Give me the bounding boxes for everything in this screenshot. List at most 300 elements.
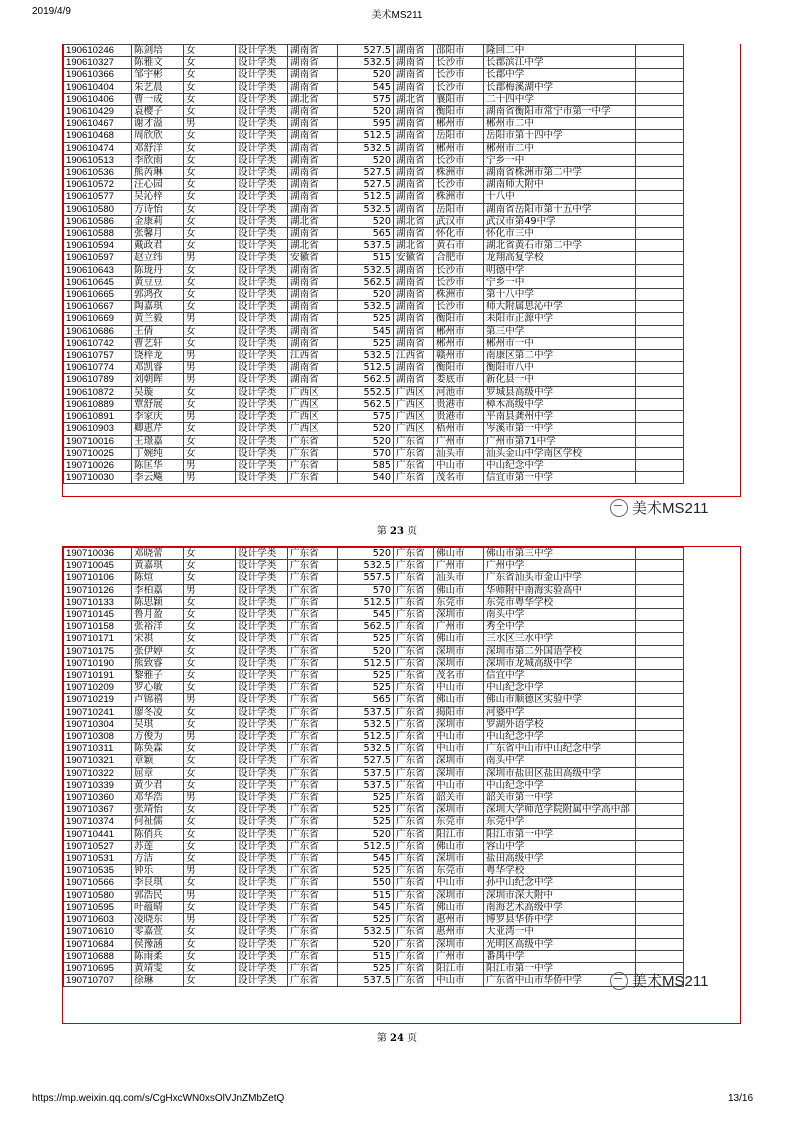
origin-cell: 广东省: [288, 706, 338, 718]
name-cell: 赵立纬: [132, 252, 184, 264]
major-cell: 设计学类: [236, 411, 288, 423]
id-cell: 190710191: [64, 670, 132, 682]
id-cell: 190710360: [64, 792, 132, 804]
score-cell: 512.5: [338, 840, 394, 852]
major-cell: 设计学类: [236, 962, 288, 974]
score-cell: 520: [338, 106, 394, 118]
city-cell: 佛山市: [434, 633, 484, 645]
school-cell: 广东省中山市华侨中学: [484, 975, 636, 987]
page-number: 第 24 页: [376, 1033, 418, 1044]
id-cell: 190710707: [64, 975, 132, 987]
origin-cell: 广东省: [288, 816, 338, 828]
major-cell: 设计学类: [236, 621, 288, 633]
province-cell: 广东省: [394, 755, 434, 767]
score-cell: 557.5: [338, 572, 394, 584]
id-cell: 190610889: [64, 398, 132, 410]
name-cell: 曹一成: [132, 93, 184, 105]
table-row: [64, 154, 684, 166]
id-cell: 190610246: [64, 45, 132, 57]
score-cell: 532.5: [338, 142, 394, 154]
city-cell: 韶关市: [434, 792, 484, 804]
province-cell: 广东省: [394, 938, 434, 950]
id-cell: 190610597: [64, 252, 132, 264]
name-cell: 刘朝晖: [132, 374, 184, 386]
origin-cell: 广东省: [288, 694, 338, 706]
wechat-icon: [610, 499, 628, 517]
origin-cell: 广东省: [288, 962, 338, 974]
major-cell: 设计学类: [236, 45, 288, 57]
id-cell: 190610903: [64, 423, 132, 435]
gender-cell: 男: [184, 362, 236, 374]
major-cell: 设计学类: [236, 228, 288, 240]
province-cell: 广东省: [394, 718, 434, 730]
empty-cell: [636, 792, 684, 804]
city-cell: 佛山市: [434, 840, 484, 852]
table-row: [64, 337, 684, 349]
province-cell: 湖南省: [394, 228, 434, 240]
empty-cell: [636, 215, 684, 227]
id-cell: 190610429: [64, 106, 132, 118]
score-cell: 525: [338, 670, 394, 682]
id-cell: 190710106: [64, 572, 132, 584]
major-cell: 设计学类: [236, 167, 288, 179]
empty-cell: [636, 69, 684, 81]
id-cell: 190710045: [64, 560, 132, 572]
score-cell: 520: [338, 828, 394, 840]
school-cell: 汕头金山中学南区学校: [484, 447, 636, 459]
table-row: [64, 93, 684, 105]
id-cell: 190710595: [64, 901, 132, 913]
gender-cell: 女: [184, 264, 236, 276]
province-cell: 广东省: [394, 804, 434, 816]
table-row: [64, 731, 684, 743]
id-cell: 190610774: [64, 362, 132, 374]
province-cell: 广东省: [394, 840, 434, 852]
name-cell: 方洁: [132, 853, 184, 865]
province-cell: 广东省: [394, 584, 434, 596]
name-cell: 叶蕴晴: [132, 901, 184, 913]
school-cell: 秀全中学: [484, 621, 636, 633]
id-cell: 190710311: [64, 743, 132, 755]
empty-cell: [636, 950, 684, 962]
school-cell: 师大附属思沁中学: [484, 301, 636, 313]
score-cell: 512.5: [338, 731, 394, 743]
origin-cell: 湖南省: [288, 337, 338, 349]
name-cell: 李欣雨: [132, 154, 184, 166]
school-cell: 郴州市二中: [484, 142, 636, 154]
empty-cell: [636, 804, 684, 816]
score-cell: 552.5: [338, 386, 394, 398]
empty-cell: [636, 767, 684, 779]
city-cell: 深圳市: [434, 889, 484, 901]
city-cell: 佛山市: [434, 901, 484, 913]
score-cell: 537.5: [338, 706, 394, 718]
id-cell: 190710531: [64, 853, 132, 865]
province-cell: 广东省: [394, 548, 434, 560]
table-row: [64, 621, 684, 633]
origin-cell: 湖南省: [288, 264, 338, 276]
city-cell: 长沙市: [434, 69, 484, 81]
empty-cell: [636, 877, 684, 889]
major-cell: 设计学类: [236, 731, 288, 743]
origin-cell: 湖南省: [288, 130, 338, 142]
id-cell: 190710175: [64, 645, 132, 657]
origin-cell: 广东省: [288, 682, 338, 694]
major-cell: 设计学类: [236, 743, 288, 755]
score-cell: 537.5: [338, 240, 394, 252]
school-cell: 罗湖外语学校: [484, 718, 636, 730]
city-cell: 株洲市: [434, 191, 484, 203]
empty-cell: [636, 447, 684, 459]
school-cell: 深圳市龙城高级中学: [484, 657, 636, 669]
major-cell: 设计学类: [236, 572, 288, 584]
major-cell: 设计学类: [236, 81, 288, 93]
table-row: [64, 853, 684, 865]
origin-cell: 湖南省: [288, 301, 338, 313]
city-cell: 佛山市: [434, 694, 484, 706]
province-cell: 广东省: [394, 816, 434, 828]
school-cell: 第十八中学: [484, 289, 636, 301]
school-cell: 平南县龚州中学: [484, 411, 636, 423]
origin-cell: 广西区: [288, 423, 338, 435]
score-cell: 525: [338, 337, 394, 349]
name-cell: 陈俏兵: [132, 828, 184, 840]
table-row: [64, 325, 684, 337]
id-cell: 190610669: [64, 313, 132, 325]
score-cell: 525: [338, 633, 394, 645]
score-cell: 532.5: [338, 718, 394, 730]
origin-cell: 湖南省: [288, 142, 338, 154]
major-cell: 设计学类: [236, 645, 288, 657]
id-cell: 190610577: [64, 191, 132, 203]
name-cell: 袁樱子: [132, 106, 184, 118]
gender-cell: 男: [184, 374, 236, 386]
name-cell: 鲁月盈: [132, 609, 184, 621]
id-cell: 190710603: [64, 914, 132, 926]
origin-cell: 广东省: [288, 767, 338, 779]
school-cell: 广州市第71中学: [484, 435, 636, 447]
score-cell: 520: [338, 645, 394, 657]
score-cell: 520: [338, 289, 394, 301]
province-cell: 广东省: [394, 792, 434, 804]
id-cell: 190610645: [64, 276, 132, 288]
province-cell: 湖南省: [394, 203, 434, 215]
empty-cell: [636, 130, 684, 142]
table-row: [64, 313, 684, 325]
city-cell: 中山市: [434, 779, 484, 791]
name-cell: 张馨月: [132, 228, 184, 240]
watermark: [610, 970, 708, 991]
table-row: [64, 191, 684, 203]
origin-cell: 湖南省: [288, 325, 338, 337]
origin-cell: 广东省: [288, 657, 338, 669]
name-cell: 黄豆豆: [132, 276, 184, 288]
id-cell: 190710535: [64, 865, 132, 877]
table-row: [64, 975, 684, 987]
gender-cell: 女: [184, 228, 236, 240]
province-cell: 广东省: [394, 447, 434, 459]
city-cell: 深圳市: [434, 657, 484, 669]
gender-cell: 女: [184, 853, 236, 865]
city-cell: 长沙市: [434, 57, 484, 69]
city-cell: 东莞市: [434, 596, 484, 608]
province-cell: 广东省: [394, 682, 434, 694]
major-cell: 设计学类: [236, 975, 288, 987]
major-cell: 设计学类: [236, 154, 288, 166]
name-cell: 苏莲: [132, 840, 184, 852]
school-cell: 罗城县高级中学: [484, 386, 636, 398]
id-cell: 190710684: [64, 938, 132, 950]
score-cell: 512.5: [338, 362, 394, 374]
major-cell: 设计学类: [236, 633, 288, 645]
table-row: [64, 840, 684, 852]
major-cell: 设计学类: [236, 804, 288, 816]
school-cell: 盐田高级中学: [484, 853, 636, 865]
empty-cell: [636, 362, 684, 374]
origin-cell: 湖北省: [288, 93, 338, 105]
footer-url[interactable]: https://mp.weixin.qq.com/s/CgHxcWN0xsOlVJnZMbZetQ: [32, 1093, 285, 1104]
id-cell: 190710026: [64, 459, 132, 471]
gender-cell: 女: [184, 718, 236, 730]
score-cell: 525: [338, 792, 394, 804]
gender-cell: 女: [184, 106, 236, 118]
empty-cell: [636, 621, 684, 633]
score-cell: 520: [338, 435, 394, 447]
score-cell: 562.5: [338, 621, 394, 633]
score-cell: 532.5: [338, 203, 394, 215]
city-cell: 长沙市: [434, 264, 484, 276]
origin-cell: 广东省: [288, 865, 338, 877]
empty-cell: [636, 289, 684, 301]
origin-cell: 广东省: [288, 731, 338, 743]
major-cell: 设计学类: [236, 191, 288, 203]
empty-cell: [636, 301, 684, 313]
school-cell: 博罗县华侨中学: [484, 914, 636, 926]
table-row: [64, 435, 684, 447]
province-cell: 湖南省: [394, 106, 434, 118]
major-cell: 设计学类: [236, 203, 288, 215]
gender-cell: 女: [184, 435, 236, 447]
origin-cell: 广东省: [288, 926, 338, 938]
gender-cell: 女: [184, 926, 236, 938]
city-cell: 深圳市: [434, 645, 484, 657]
score-cell: 545: [338, 609, 394, 621]
province-cell: 湖北省: [394, 240, 434, 252]
city-cell: 深圳市: [434, 755, 484, 767]
score-cell: 570: [338, 447, 394, 459]
origin-cell: 湖南省: [288, 374, 338, 386]
name-cell: 郭浩民: [132, 889, 184, 901]
empty-cell: [636, 276, 684, 288]
province-cell: 广东省: [394, 633, 434, 645]
id-cell: 190710241: [64, 706, 132, 718]
province-cell: 广东省: [394, 472, 434, 484]
name-cell: 钟乐: [132, 865, 184, 877]
table-row: [64, 118, 684, 130]
empty-cell: [636, 435, 684, 447]
origin-cell: 广东省: [288, 889, 338, 901]
school-cell: 信宜中学: [484, 670, 636, 682]
name-cell: 谢才溢: [132, 118, 184, 130]
city-cell: 广州市: [434, 950, 484, 962]
score-cell: 565: [338, 694, 394, 706]
origin-cell: 广东省: [288, 975, 338, 987]
empty-cell: [636, 694, 684, 706]
table-row: [64, 950, 684, 962]
major-cell: 设计学类: [236, 840, 288, 852]
score-cell: 527.5: [338, 167, 394, 179]
table-row: [64, 447, 684, 459]
school-cell: 新化县一中: [484, 374, 636, 386]
table-row: [64, 240, 684, 252]
name-cell: 陈珑丹: [132, 264, 184, 276]
major-cell: 设计学类: [236, 313, 288, 325]
table-row: [64, 889, 684, 901]
major-cell: 设计学类: [236, 398, 288, 410]
name-cell: 何祉儒: [132, 816, 184, 828]
table-page-24: [62, 546, 741, 1024]
major-cell: 设计学类: [236, 755, 288, 767]
city-cell: 汕头市: [434, 572, 484, 584]
major-cell: 设计学类: [236, 106, 288, 118]
id-cell: 190610665: [64, 289, 132, 301]
table-row: [64, 276, 684, 288]
major-cell: 设计学类: [236, 472, 288, 484]
table-row: [64, 459, 684, 471]
city-cell: 衡阳市: [434, 106, 484, 118]
origin-cell: 广东省: [288, 743, 338, 755]
city-cell: 衡阳市: [434, 362, 484, 374]
province-cell: 广东省: [394, 657, 434, 669]
school-cell: 三水区三水中学: [484, 633, 636, 645]
empty-cell: [636, 154, 684, 166]
empty-cell: [636, 682, 684, 694]
city-cell: 黄石市: [434, 240, 484, 252]
table-row: [64, 865, 684, 877]
major-cell: 设计学类: [236, 828, 288, 840]
city-cell: 深圳市: [434, 938, 484, 950]
province-cell: 湖南省: [394, 57, 434, 69]
name-cell: 张伊婷: [132, 645, 184, 657]
table-row: [64, 179, 684, 191]
city-cell: 深圳市: [434, 718, 484, 730]
origin-cell: 湖南省: [288, 167, 338, 179]
origin-cell: 广东省: [288, 459, 338, 471]
school-cell: 阳江市第一中学: [484, 962, 636, 974]
gender-cell: 女: [184, 816, 236, 828]
school-cell: 中山纪念中学: [484, 779, 636, 791]
score-cell: 525: [338, 682, 394, 694]
id-cell: 190610742: [64, 337, 132, 349]
table-row: [64, 289, 684, 301]
school-cell: 东莞中学: [484, 816, 636, 828]
gender-cell: 女: [184, 142, 236, 154]
origin-cell: 广东省: [288, 853, 338, 865]
gender-cell: 男: [184, 118, 236, 130]
table-row: [64, 938, 684, 950]
empty-cell: [636, 325, 684, 337]
gender-cell: 女: [184, 682, 236, 694]
gender-cell: 男: [184, 584, 236, 596]
city-cell: 河池市: [434, 386, 484, 398]
school-cell: 郴州市二中: [484, 118, 636, 130]
empty-cell: [636, 572, 684, 584]
province-cell: 湖南省: [394, 362, 434, 374]
id-cell: 190610513: [64, 154, 132, 166]
score-cell: 537.5: [338, 779, 394, 791]
school-cell: 南头中学: [484, 755, 636, 767]
origin-cell: 湖南省: [288, 69, 338, 81]
school-cell: 阳江市第一中学: [484, 828, 636, 840]
table-row: [64, 548, 684, 560]
id-cell: 190710016: [64, 435, 132, 447]
gender-cell: 男: [184, 459, 236, 471]
empty-cell: [636, 743, 684, 755]
empty-cell: [636, 816, 684, 828]
table-row: [64, 901, 684, 913]
school-cell: 岑溪市第一中学: [484, 423, 636, 435]
city-cell: 惠州市: [434, 926, 484, 938]
id-cell: 190710030: [64, 472, 132, 484]
id-cell: 190710688: [64, 950, 132, 962]
school-cell: 湖南师大附中: [484, 179, 636, 191]
major-cell: 设计学类: [236, 447, 288, 459]
empty-cell: [636, 657, 684, 669]
city-cell: 合肥市: [434, 252, 484, 264]
name-cell: 方诗怡: [132, 203, 184, 215]
gender-cell: 男: [184, 472, 236, 484]
watermark-label: 美术MS211: [632, 973, 709, 990]
city-cell: 武汉市: [434, 215, 484, 227]
empty-cell: [636, 840, 684, 852]
table-row: [64, 816, 684, 828]
table-row: [64, 560, 684, 572]
name-cell: 吴琪: [132, 718, 184, 730]
province-cell: 广东省: [394, 645, 434, 657]
origin-cell: 广东省: [288, 609, 338, 621]
empty-cell: [636, 670, 684, 682]
province-cell: 广东省: [394, 926, 434, 938]
major-cell: 设计学类: [236, 767, 288, 779]
score-cell: 520: [338, 154, 394, 166]
province-cell: 广东省: [394, 572, 434, 584]
id-cell: 190710145: [64, 609, 132, 621]
name-cell: 张靖怡: [132, 804, 184, 816]
origin-cell: 广东省: [288, 828, 338, 840]
origin-cell: 广东省: [288, 560, 338, 572]
name-cell: 黄嘉琪: [132, 560, 184, 572]
name-cell: 熊芮琳: [132, 167, 184, 179]
name-cell: 方俊为: [132, 731, 184, 743]
origin-cell: 广东省: [288, 779, 338, 791]
id-cell: 190710580: [64, 889, 132, 901]
gender-cell: 女: [184, 203, 236, 215]
gender-cell: 女: [184, 69, 236, 81]
school-cell: 大亚湾一中: [484, 926, 636, 938]
gender-cell: 女: [184, 645, 236, 657]
province-cell: 湖南省: [394, 325, 434, 337]
name-cell: 徐琳: [132, 975, 184, 987]
score-cell: 532.5: [338, 350, 394, 362]
gender-cell: 男: [184, 865, 236, 877]
name-cell: 邹宇彬: [132, 69, 184, 81]
score-cell: 520: [338, 423, 394, 435]
gender-cell: 男: [184, 350, 236, 362]
id-cell: 190610406: [64, 93, 132, 105]
major-cell: 设计学类: [236, 657, 288, 669]
origin-cell: 湖南省: [288, 203, 338, 215]
gender-cell: 男: [184, 914, 236, 926]
